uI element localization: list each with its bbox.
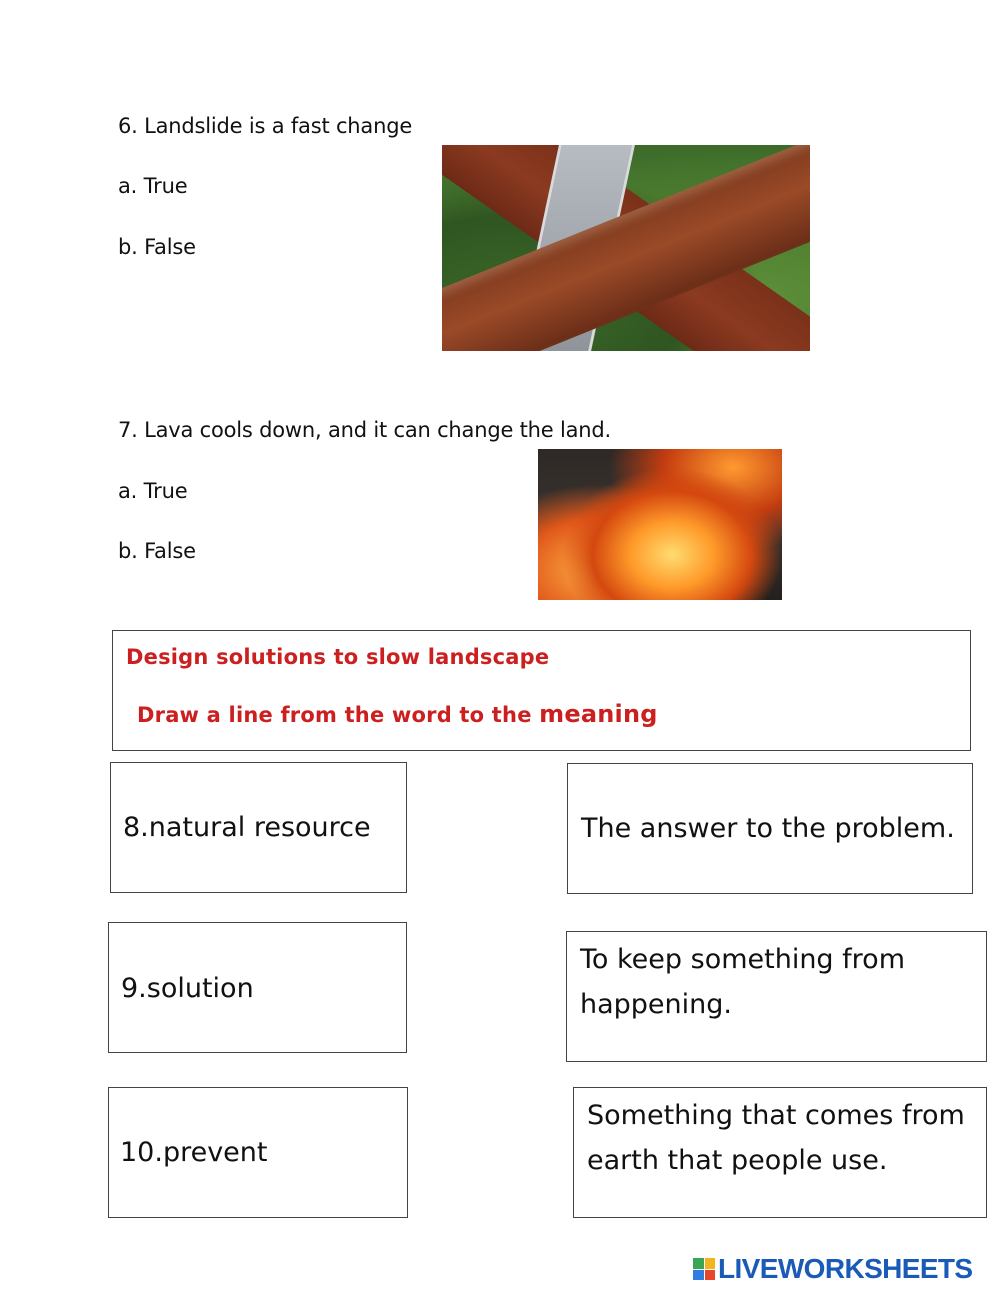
question-6: 6. Landslide is a fast change (118, 114, 413, 138)
meaning-2-line-2: happening. (580, 989, 732, 1020)
instruction-subtitle (137, 700, 658, 728)
meaning-2-line-1: To keep something from (580, 944, 905, 975)
word-10-label: 10.prevent (120, 1137, 268, 1168)
brand-name: LIVEWORKSHEETS (718, 1253, 973, 1284)
word-8-label: 8.natural resource (123, 812, 371, 843)
liveworksheets-logo[interactable] (693, 1252, 973, 1286)
instruction-subtitle-main: Draw a line from the word to the (137, 703, 540, 727)
question-6-option-b[interactable]: b. False (118, 235, 196, 259)
word-9-label: 9.solution (121, 973, 254, 1004)
instruction-subtitle-end: meaning (539, 700, 658, 728)
liveworksheets-grid-icon (693, 1258, 715, 1280)
question-7-option-b[interactable]: b. False (118, 539, 196, 563)
question-7-option-a[interactable]: a. True (118, 479, 188, 503)
question-7: 7. Lava cools down, and it can change the land. (118, 418, 612, 442)
landslide-photo (442, 145, 810, 351)
instruction-title: Design solutions to slow landscape (126, 645, 550, 669)
meaning-1-line-1: The answer to the problem. (581, 813, 955, 844)
question-6-option-a[interactable]: a. True (118, 174, 188, 198)
meaning-3-line-2: earth that people use. (587, 1145, 888, 1176)
lava-photo (538, 449, 782, 600)
meaning-3-line-1: Something that comes from (587, 1100, 965, 1131)
